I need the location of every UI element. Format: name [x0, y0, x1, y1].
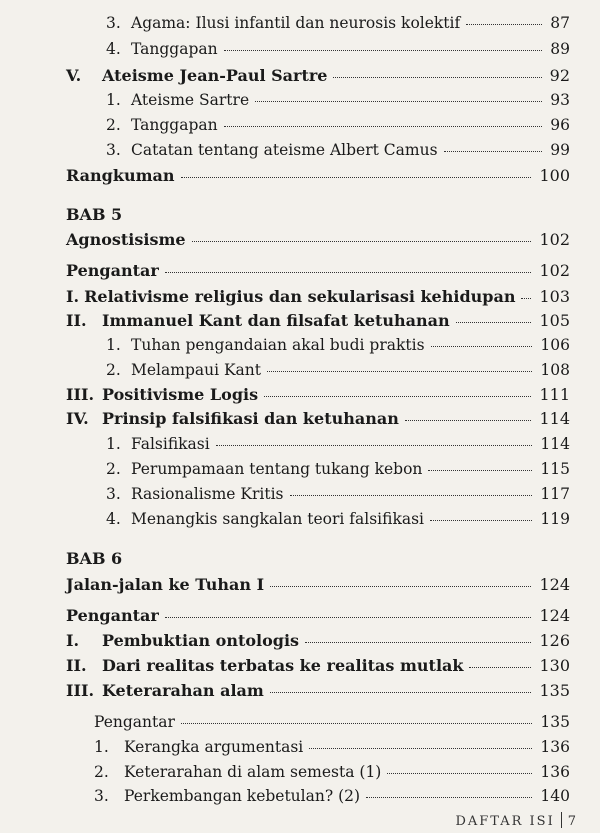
entry-page: 135	[540, 713, 570, 731]
entry-number: 3.	[106, 141, 121, 159]
dot-leader	[444, 150, 543, 152]
dot-leader	[428, 469, 532, 471]
entry-title: Positivisme Logis	[102, 385, 259, 404]
entry-title: Rangkuman	[66, 166, 175, 185]
entry-title: Pembuktian ontologis	[102, 631, 300, 650]
dot-leader	[192, 240, 532, 242]
entry-title: Melampaui Kant	[131, 361, 262, 379]
dot-leader	[270, 585, 531, 587]
entry-number: 2.	[106, 361, 121, 379]
dot-leader	[521, 297, 531, 299]
entry-title: Prinsip falsifikasi dan ketuhanan	[102, 409, 399, 428]
dot-leader	[387, 772, 532, 774]
entry-page: 140	[540, 787, 570, 805]
dot-leader	[305, 641, 531, 643]
entry-page: 111	[539, 385, 570, 404]
running-head: DAFTAR ISI	[455, 814, 555, 829]
toc-entry	[106, 91, 570, 109]
toc-entry	[66, 311, 570, 330]
entry-page: 124	[539, 575, 570, 594]
entry-page: 114	[539, 409, 570, 428]
toc-entry	[106, 435, 570, 453]
toc-entry	[106, 40, 570, 58]
entry-title: Agama: Ilusi infantil dan neurosis kolektif	[131, 14, 461, 32]
entry-page: 89	[550, 40, 570, 58]
entry-title: Tuhan pengandaian akal budi praktis	[131, 336, 425, 354]
entry-title: Keterarahan alam	[102, 681, 264, 700]
dot-leader	[216, 444, 533, 446]
entry-page: 106	[540, 336, 570, 354]
entry-page: 124	[539, 606, 570, 625]
toc-entry	[66, 166, 570, 185]
entry-title: Dari realitas terbatas ke realitas mutlak	[102, 656, 464, 675]
entry-page: 96	[550, 116, 570, 134]
dot-leader	[270, 691, 532, 693]
entry-number: 1.	[106, 91, 121, 109]
entry-number: V.	[66, 66, 82, 85]
chapter-label: BAB 6	[66, 549, 123, 568]
toc-entry	[66, 287, 570, 306]
chapter-title: Jalan-jalan ke Tuhan I	[66, 575, 265, 594]
chapter-title: Agnostisisme	[66, 230, 186, 249]
entry-title: Keterarahan di alam semesta (1)	[124, 763, 382, 781]
entry-title: Kerangka argumentasi	[124, 738, 304, 756]
entry-number: 3.	[94, 787, 109, 805]
entry-number: 4.	[106, 510, 121, 528]
entry-page: 93	[550, 91, 570, 109]
entry-title: Perkembangan kebetulan? (2)	[124, 787, 361, 805]
entry-page: 103	[539, 287, 570, 306]
entry-title: Ateisme Sartre	[131, 91, 250, 109]
toc-entry	[106, 141, 570, 159]
entry-number: 1.	[94, 738, 109, 756]
toc-entry	[106, 361, 570, 379]
dot-leader	[224, 125, 543, 127]
entry-number: IV.	[66, 409, 89, 428]
toc-entry	[106, 14, 570, 32]
dot-leader	[290, 494, 533, 496]
toc-entry	[106, 116, 570, 134]
entry-title: Pengantar	[66, 261, 159, 280]
entry-title: Tanggapan	[131, 116, 218, 134]
toc-entry	[106, 510, 570, 528]
entry-page: 92	[549, 66, 570, 85]
entry-page: 102	[539, 230, 570, 249]
entry-number: 1.	[106, 435, 121, 453]
entry-number: 4.	[106, 40, 121, 58]
entry-page: 115	[540, 460, 570, 478]
entry-number: 1.	[106, 336, 121, 354]
entry-title: Rasionalisme Kritis	[131, 485, 284, 503]
toc-entry	[66, 409, 570, 428]
entry-number: II.	[66, 656, 87, 675]
entry-number: II.	[66, 311, 87, 330]
entry-title: Ateisme Jean-Paul Sartre	[102, 66, 328, 85]
toc-entry	[94, 763, 570, 781]
toc-entry	[94, 738, 570, 756]
entry-page: 99	[550, 141, 570, 159]
entry-title: Pengantar	[94, 713, 175, 731]
entry-title: Catatan tentang ateisme Albert Camus	[131, 141, 438, 159]
dot-leader	[456, 321, 532, 323]
toc-entry	[94, 787, 570, 805]
entry-title: Relativisme religius dan sekularisasi kehidupan	[84, 287, 516, 306]
toc-entry	[66, 66, 570, 85]
toc-entry	[106, 485, 570, 503]
entry-title: Pengantar	[66, 606, 159, 625]
entry-title: Perumpamaan tentang tukang kebon	[131, 460, 423, 478]
chapter-label: BAB 5	[66, 205, 123, 224]
chapter-title-entry	[66, 230, 570, 249]
dot-leader	[264, 395, 531, 397]
entry-page: 108	[540, 361, 570, 379]
toc-entry	[94, 713, 570, 731]
dot-leader	[267, 370, 532, 372]
footer-page-number: 7	[567, 814, 578, 829]
dot-leader	[255, 100, 542, 102]
chapter-title-entry	[66, 575, 570, 594]
dot-leader	[224, 49, 543, 51]
dot-leader	[469, 666, 531, 668]
dot-leader	[431, 345, 533, 347]
dot-leader	[165, 616, 532, 618]
entry-title: Tanggapan	[131, 40, 218, 58]
entry-page: 87	[550, 14, 570, 32]
running-footer	[455, 812, 578, 829]
entry-page: 126	[539, 631, 570, 650]
entry-number: 3.	[106, 14, 121, 32]
dot-leader	[165, 271, 532, 273]
entry-number: III.	[66, 681, 95, 700]
entry-page: 114	[540, 435, 570, 453]
entry-number: I.	[66, 287, 80, 306]
entry-number: 2.	[106, 116, 121, 134]
entry-number: 2.	[94, 763, 109, 781]
dot-leader	[366, 796, 532, 798]
entry-number: I.	[66, 631, 80, 650]
toc-entry	[106, 460, 570, 478]
dot-leader	[309, 747, 532, 749]
entry-page: 119	[540, 510, 570, 528]
dot-leader	[333, 76, 541, 78]
entry-page: 136	[540, 763, 570, 781]
toc-entry	[106, 336, 570, 354]
entry-page: 100	[539, 166, 570, 185]
entry-page: 105	[539, 311, 570, 330]
entry-number: 3.	[106, 485, 121, 503]
entry-title: Falsifikasi	[131, 435, 210, 453]
toc-entry	[66, 631, 570, 650]
entry-page: 102	[539, 261, 570, 280]
dot-leader	[430, 519, 532, 521]
entry-page: 117	[540, 485, 570, 503]
entry-page: 136	[540, 738, 570, 756]
toc-entry	[66, 385, 570, 404]
dot-leader	[181, 722, 532, 724]
entry-title: Menangkis sangkalan teori falsifikasi	[131, 510, 425, 528]
dot-leader	[181, 176, 532, 178]
entry-number: III.	[66, 385, 95, 404]
entry-page: 135	[539, 681, 570, 700]
footer-divider	[561, 812, 562, 828]
toc-entry	[66, 261, 570, 280]
entry-page: 130	[539, 656, 570, 675]
toc-entry	[66, 656, 570, 675]
entry-number: 2.	[106, 460, 121, 478]
entry-title: Immanuel Kant dan filsafat ketuhanan	[102, 311, 450, 330]
dot-leader	[466, 23, 542, 25]
dot-leader	[405, 419, 532, 421]
toc-entry	[66, 681, 570, 700]
toc-entry	[66, 606, 570, 625]
